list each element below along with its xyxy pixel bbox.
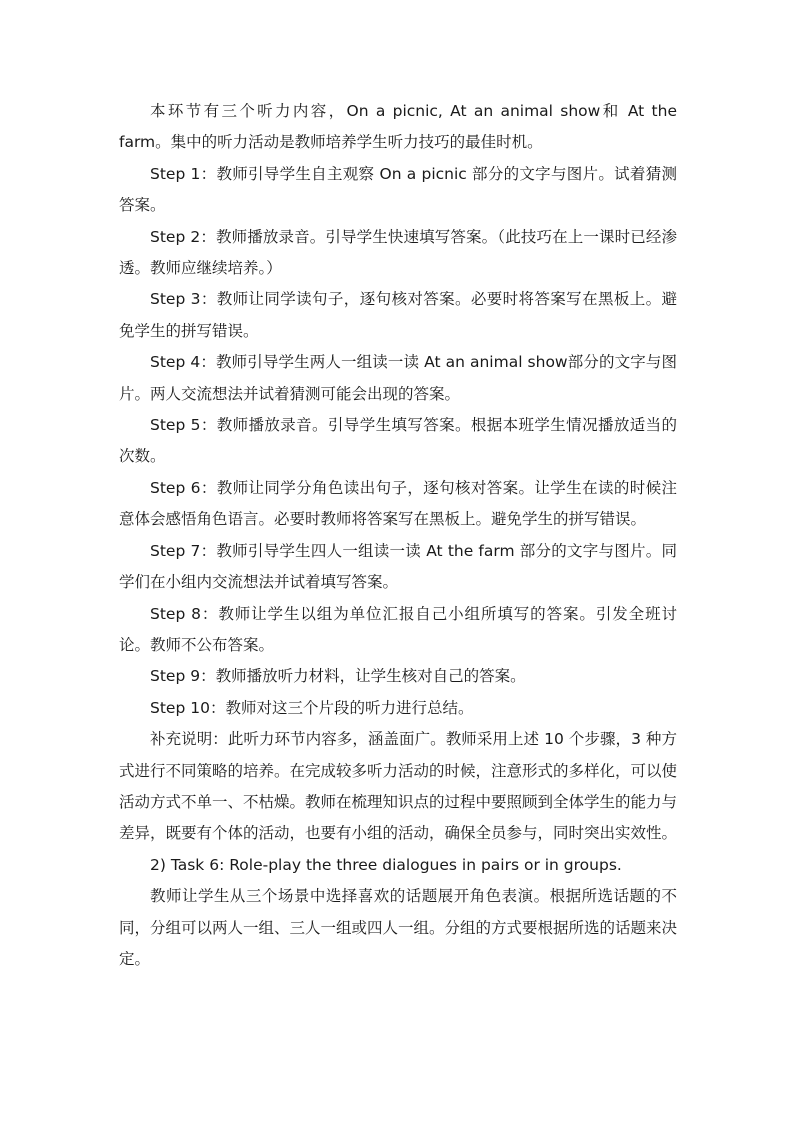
document-body [119,96,677,975]
paragraph-step-8: Step 8：教师让学生以组为单位汇报自己小组所填写的答案。引发全班讨论。教师不公布答案。 [119,604,677,654]
paragraph-step-7: Step 7：教师引导学生四人一组读一读 At the farm 部分的文字与图片。同学们在小组内交流想法并试着填写答案。 [119,541,677,592]
paragraph-task-6-description: 教师让学生从三个场景中选择喜欢的话题展开角色表演。根据所选话题的不同，分组可以两人一组、三人一组或四人一组。分组的方式要根据所选的话题来决定。 [119,887,678,968]
paragraph-step-9: Step 9：教师播放听力材料，让学生核对自己的答案。 [150,667,526,686]
paragraph-step-3: Step 3：教师让同学读句子，逐句核对答案。必要时将答案写在黑板上。避免学生的拼写错误。 [119,290,677,340]
paragraph-step-5: Step 5：教师播放录音。引导学生填写答案。根据本班学生情况播放适当的次数。 [119,416,677,466]
paragraph-step-4: Step 4：教师引导学生两人一组读一读 At an animal show部分的文字与图片。两人交流想法并试着猜测可能会出现的答案。 [119,353,677,403]
paragraph-task-6-heading: 2) Task 6: Role-play the three dialogues in pairs or in groups. [150,855,622,874]
paragraph-step-1: Step 1：教师引导学生自主观察 On a picnic 部分的文字与图片。试着猜测答案。 [119,164,677,215]
paragraph-supplementary-note: 补充说明：此听力环节内容多，涵盖面广。教师采用上述 10 个步骤，3 种方式进行不同策略的培养。在完成较多听力活动的时候，注意形式的多样化，可以使活动方式不单一、不枯燥。教师在梳理知识点的过程中要照顾到全体学生的能力与差异，既要有个体的活动，也要有小组的活动，确保全员参与，同时突出实效性。 [119,730,678,843]
paragraph-step-6: Step 6：教师让同学分角色读出句子，逐句核对答案。让学生在读的时候注意体会感悟角色语言。必要时教师将答案写在黑板上。避免学生的拼写错误。 [119,478,677,529]
paragraph-step-10: Step 10：教师对这三个片段的听力进行总结。 [150,698,474,717]
paragraph-intro: 本环节有三个听力内容，On a picnic, At an animal show和 At the farm。集中的听力活动是教师培养学生听力技巧的最佳时机。 [119,102,677,152]
paragraph-step-2: Step 2：教师播放录音。引导学生快速填写答案。（此技巧在上一课时已经渗透。教师应继续培养。） [119,227,677,278]
